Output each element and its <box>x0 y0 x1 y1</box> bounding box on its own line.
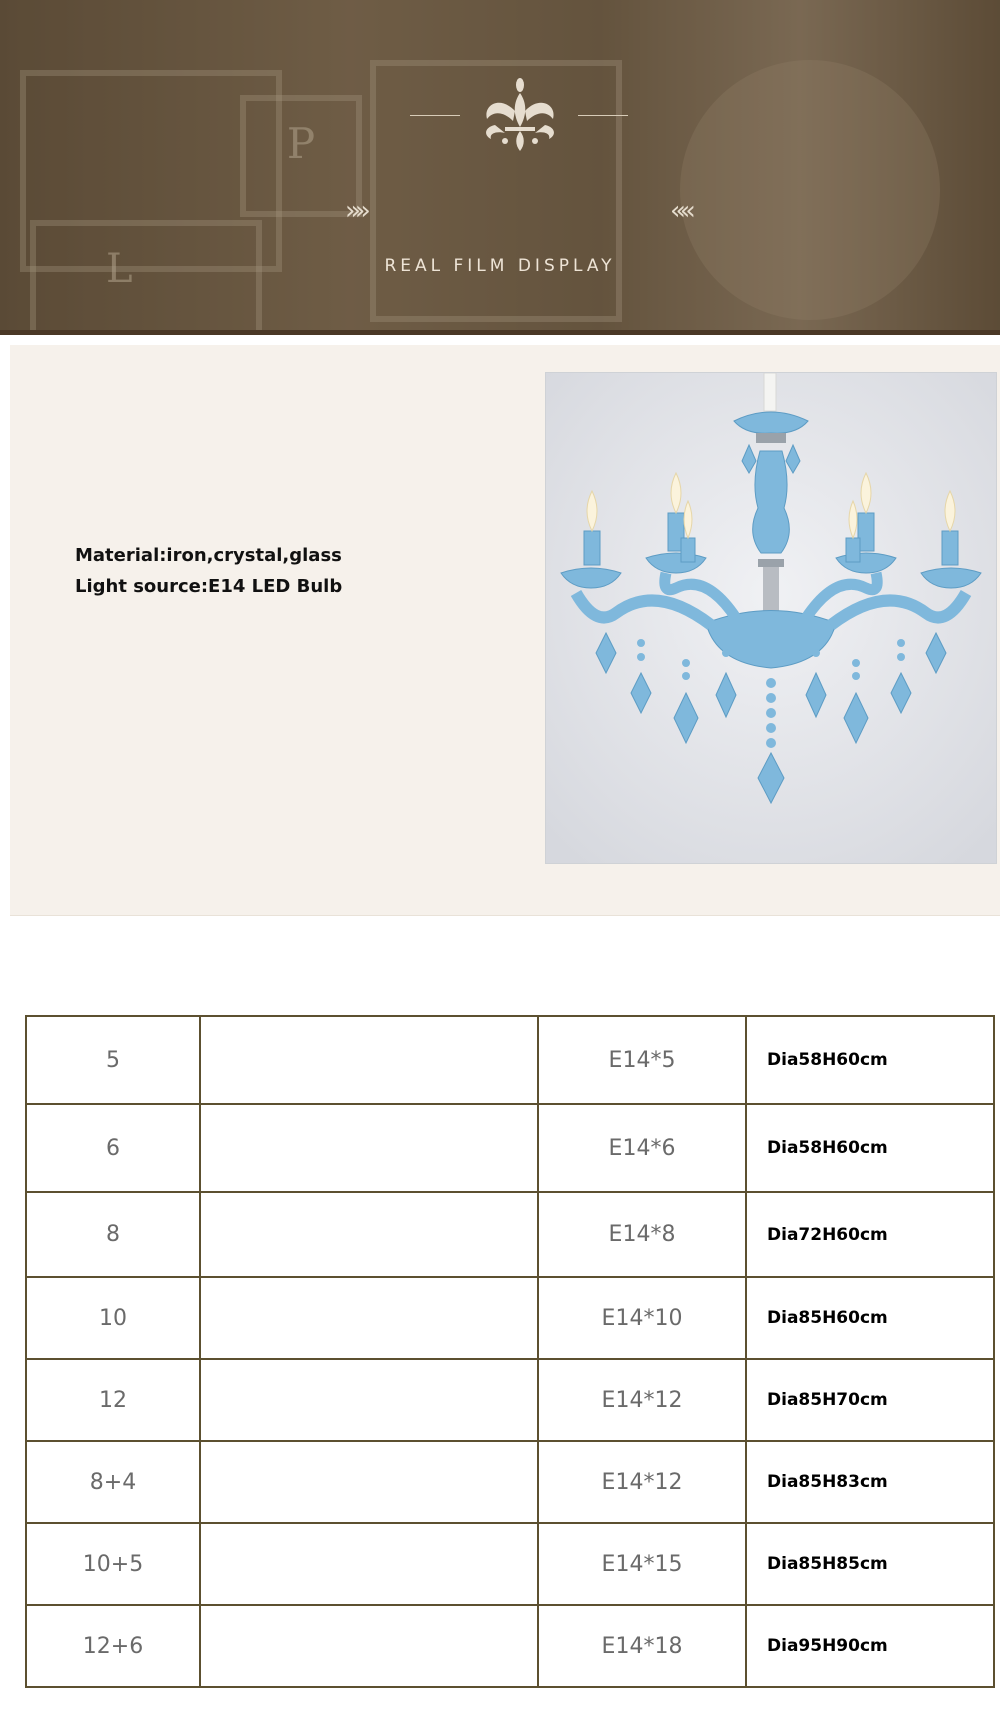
chevrons-left-icon: «« <box>670 196 690 226</box>
decor-letter-p: P <box>286 119 316 168</box>
size-cell: Dia85H83cm <box>746 1441 994 1523</box>
bulbs-cell: E14*12 <box>538 1441 746 1523</box>
size-cell: Dia95H90cm <box>746 1605 994 1687</box>
banner-divider-right <box>578 115 628 116</box>
banner-divider-left <box>410 115 460 116</box>
table-row <box>26 1192 994 1277</box>
blank-cell <box>200 1359 538 1441</box>
chandelier-illustration <box>546 373 996 863</box>
bulbs-cell: E14*10 <box>538 1277 746 1359</box>
banner-subtitle: REAL FILM DISPLAY <box>384 256 616 276</box>
bulbs-cell: E14*8 <box>538 1192 746 1277</box>
blank-cell <box>200 1104 538 1192</box>
heads-cell: 10 <box>26 1277 200 1359</box>
table-row <box>26 1104 994 1192</box>
blank-cell <box>200 1192 538 1277</box>
size-cell: Dia58H60cm <box>746 1104 994 1192</box>
product-specs <box>75 540 342 602</box>
bulbs-cell: E14*18 <box>538 1605 746 1687</box>
banner-bottom-bar <box>0 330 1000 335</box>
product-info-panel <box>10 345 1000 916</box>
table-row <box>26 1523 994 1605</box>
chevrons-right-icon: »» <box>345 196 365 226</box>
fleur-de-lis-ornament-icon <box>475 75 565 155</box>
blank-cell <box>200 1605 538 1687</box>
blue-chandelier-photo <box>545 372 997 864</box>
heads-cell: 10+5 <box>26 1523 200 1605</box>
bulbs-cell: E14*15 <box>538 1523 746 1605</box>
blank-cell <box>200 1523 538 1605</box>
header-banner <box>0 0 1000 335</box>
light-source-text: Light source:E14 LED Bulb <box>75 576 343 597</box>
bulbs-cell: E14*5 <box>538 1016 746 1104</box>
heads-cell: 12 <box>26 1359 200 1441</box>
bulbs-cell: E14*6 <box>538 1104 746 1192</box>
decor-letter-l: L <box>106 246 133 292</box>
material-text: Material:iron,crystal,glass <box>75 545 342 566</box>
table-row <box>26 1605 994 1687</box>
table-row <box>26 1277 994 1359</box>
size-cell: Dia85H70cm <box>746 1359 994 1441</box>
table-row <box>26 1016 994 1104</box>
heads-cell: 12+6 <box>26 1605 200 1687</box>
blank-cell <box>200 1016 538 1104</box>
size-cell: Dia58H60cm <box>746 1016 994 1104</box>
size-cell: Dia85H60cm <box>746 1277 994 1359</box>
blank-cell <box>200 1441 538 1523</box>
table-row <box>26 1359 994 1441</box>
table-row <box>26 1441 994 1523</box>
size-cell: Dia85H85cm <box>746 1523 994 1605</box>
heads-cell: 5 <box>26 1016 200 1104</box>
size-cell: Dia72H60cm <box>746 1192 994 1277</box>
heads-cell: 6 <box>26 1104 200 1192</box>
heads-cell: 8 <box>26 1192 200 1277</box>
banner-shade <box>0 0 1000 335</box>
blank-cell <box>200 1277 538 1359</box>
bulbs-cell: E14*12 <box>538 1359 746 1441</box>
heads-cell: 8+4 <box>26 1441 200 1523</box>
spec-table <box>25 1015 995 1688</box>
